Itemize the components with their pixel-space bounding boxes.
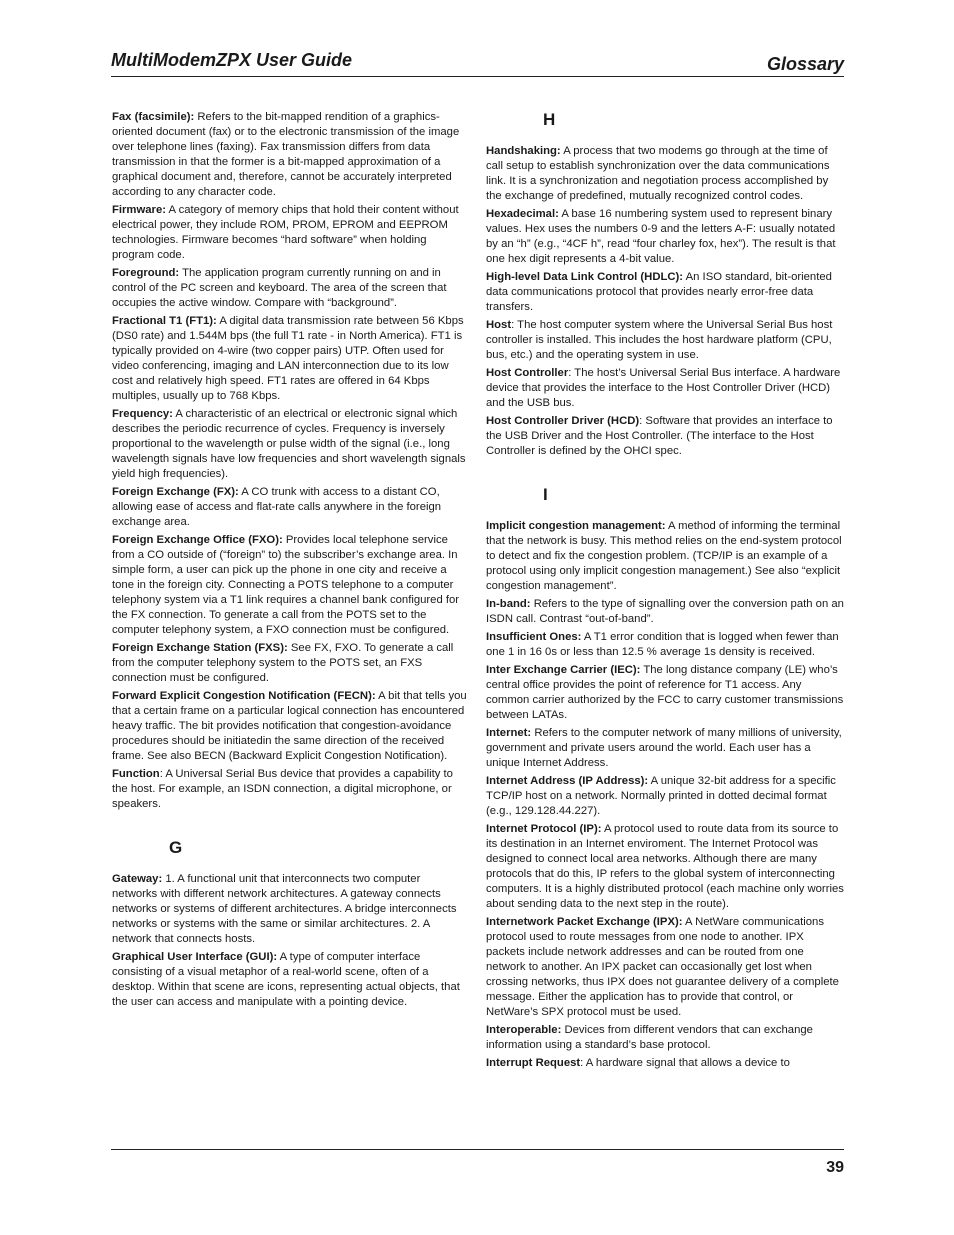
glossary-term: Graphical User Interface (GUI):	[112, 951, 278, 963]
glossary-term: Hexadecimal:	[486, 208, 559, 220]
glossary-definition: The application program currently running on and in control of the PC screen and keyboard. The area of the screen that occupies the active window. Compare with “background”.	[112, 267, 447, 309]
section-title: Glossary	[766, 54, 844, 74]
glossary-term: Gateway:	[112, 873, 163, 885]
glossary-definition: An ISO standard, bit-oriented data communications protocol that provides nearly error-free data transfers.	[486, 271, 832, 313]
glossary-entry	[486, 1023, 844, 1053]
glossary-entry	[486, 318, 844, 363]
letter-heading: H	[543, 110, 556, 129]
glossary-definition: A digital data transmission rate between 56 Kbps (DS0 rate) and 1.544M bps (the full T1 rate - in North America). FT1 is typically provided on 4-wire (two copper pairs) UTP. Often used for video conferencing, imaging and LAN interconnection due to its low cost and relatively high speed. FT1 rates are offered in 64 Kbps multiples, usually up to 768 Kbps.	[112, 315, 464, 402]
letter-heading: G	[169, 838, 183, 857]
glossary-entry	[486, 414, 844, 459]
glossary-definition: : A Universal Serial Bus device that provides a capability to the host. For example, an ISDN connection, a digital microphone, or speakers.	[112, 768, 453, 810]
glossary-term: Host	[486, 319, 512, 331]
glossary-term: Fractional T1 (FT1):	[112, 315, 217, 327]
glossary-entry	[112, 485, 468, 530]
glossary-term: High-level Data Link Control (HDLC):	[486, 271, 684, 283]
glossary-term: Handshaking:	[486, 145, 561, 157]
glossary-entry	[112, 950, 468, 1010]
letter-heading: I	[543, 485, 548, 504]
glossary-term: Insufficient Ones:	[486, 631, 582, 643]
glossary-entry	[486, 597, 844, 627]
glossary-entry	[486, 630, 844, 660]
glossary-definition: See FX, FXO. To generate a call from the computer telephony system to the POTS set, an FXS connection must be configured.	[112, 642, 454, 684]
glossary-definition: A process that two modems go through at the time of call setup to establish synchronization over the data communications link. It is a synchronization and negotiation process accomplished by the exchange of predefined, mutually recognized control codes.	[486, 145, 830, 202]
glossary-definition: A method of informing the terminal that the network is busy. This method relies on the end-system protocol to detect and fix the congestion problem. (TCP/IP is an example of a protocol using only implicit congestion management.) See also “explicit congestion management”.	[486, 520, 842, 592]
glossary-entry	[112, 203, 468, 263]
glossary-definition: A unique 32-bit address for a specific TCP/IP host on a network. Normally printed in dotted decimal format (e.g., 129.128.44.227).	[486, 775, 836, 817]
glossary-definition: Refers to the bit-mapped rendition of a graphics-oriented document (fax) or to the electronic transmission of the image over telephone lines (faxing). Fax transmission differs from data transmission in that the former is a bit-mapped approximation of a graphical document and, therefore, cannot be accurately interpreted according to any character code.	[112, 111, 460, 198]
glossary-term: Internet Address (IP Address):	[486, 775, 649, 787]
glossary-entry	[486, 519, 844, 594]
glossary-entry	[486, 366, 844, 411]
glossary-definition: A CO trunk with access to a distant CO, allowing ease of access and flat-rate calls anywhere in the foreign exchange area.	[112, 486, 442, 528]
glossary-term: Fax (facsimile):	[112, 111, 195, 123]
glossary-entry	[486, 207, 844, 267]
glossary-term: Foreign Exchange Office (FXO):	[112, 534, 283, 546]
glossary-entry	[486, 822, 844, 912]
glossary-definition: A characteristic of an electrical or electronic signal which describes the periodic recurrence of cycles. Frequency is inversely proportional to the wavelength or pulse width of the signal (i.e., long wavelength signals have low frequencies and short wavelength signals yield high frequencies).	[112, 408, 466, 480]
glossary-definition: A type of computer interface consisting of a visual metaphor of a real-world scene, often of a desktop. Within that scene are icons, representing actual objects, that the user can access and manipulate with a pointing device.	[112, 951, 460, 1008]
glossary-entry	[486, 663, 844, 723]
glossary-term: Internet Protocol (IP):	[486, 823, 602, 835]
glossary-term: Frequency:	[112, 408, 173, 420]
glossary-entry	[486, 774, 844, 819]
glossary-entry	[486, 915, 844, 1020]
glossary-entry	[112, 110, 468, 200]
page-number: 39	[826, 1159, 844, 1176]
glossary-definition: : The host computer system where the Universal Serial Bus host controller is installed. This includes the host hardware platform (CPU, bus, etc.) and the operating system in use.	[486, 319, 833, 361]
glossary-definition: : The host’s Universal Serial Bus interface. A hardware device that provides the interface to the Host Controller Driver (HCD) and the USB bus.	[486, 367, 841, 409]
glossary-definition: Provides local telephone service from a CO outside of (“foreign” to) the subscriber’s exchange area. In simple form, a user can pick up the phone in one city and receive a tone in the foreign city. Connecting a POTS telephone to a computer telephony system via a T1 link requires a channel bank configured for the FX connection. To generate a call from the POTS set to the computer telephony system, a FXO connection must be configured.	[112, 534, 460, 636]
glossary-term: Internetwork Packet Exchange (IPX):	[486, 916, 683, 928]
glossary-definition: The long distance company (LE) who’s central office provides the point of reference for T1 access. Any common carrier authorized by the FCC to carry customer transmissions between LATAs.	[486, 664, 844, 721]
glossary-entry	[112, 407, 468, 482]
glossary-definition: Refers to the computer network of many millions of university, government and private users around the world. Each user has a unique Internet Address.	[486, 727, 842, 769]
glossary-entry	[112, 689, 468, 764]
glossary-definition: Refers to the type of signalling over the conversion path on an ISDN call. Contrast “out-of-band”.	[486, 598, 844, 625]
glossary-entry	[112, 872, 468, 947]
glossary-entry	[486, 270, 844, 315]
glossary-term: Foreign Exchange (FX):	[112, 486, 239, 498]
glossary-column-right	[486, 110, 844, 1074]
glossary-definition: A NetWare communications protocol used to route messages from one node to another. IPX packets include network addresses and can be routed from one network to another. An IPX packet can occasionally get lost when crossing networks, thus IPX does not guarantee delivery of a complete message. Either the application has to provide that control, or NetWare’s SPX protocol must be used.	[486, 916, 839, 1018]
document-title: MultiModemZPX User Guide	[111, 50, 353, 70]
glossary-term: Forward Explicit Congestion Notification (FECN):	[112, 690, 376, 702]
glossary-entry	[486, 144, 844, 204]
glossary-definition: A category of memory chips that hold their content without electrical power, they include ROM, PROM, EPROM and EEPROM technologies. Firmware becomes “hard software” when holding program code.	[112, 204, 459, 261]
glossary-term: Implicit congestion management:	[486, 520, 666, 532]
glossary-term: Function	[112, 768, 160, 780]
glossary-term: Foreground:	[112, 267, 180, 279]
glossary-term: Foreign Exchange Station (FXS):	[112, 642, 288, 654]
glossary-entry	[112, 266, 468, 311]
glossary-column-left	[112, 110, 468, 1013]
glossary-definition: 1. A functional unit that interconnects two computer networks with different network architectures. A gateway connects networks or systems of different architectures. A bridge interconnects networks or systems with the same or similar architectures. 2. A network that connects hosts.	[112, 873, 457, 945]
glossary-term: Host Controller	[486, 367, 569, 379]
glossary-term: Host Controller Driver (HCD)	[486, 415, 640, 427]
glossary-entry	[486, 726, 844, 771]
glossary-term: Interoperable:	[486, 1024, 562, 1036]
glossary-definition: : A hardware signal that allows a device to	[580, 1057, 790, 1069]
glossary-definition: Devices from different vendors that can exchange information using a standard’s base protocol.	[486, 1024, 813, 1051]
page-header	[111, 48, 844, 77]
glossary-definition: A protocol used to route data from its source to its destination in an Internet enviroment. The Internet Protocol was designed to connect local area networks. Although there are many protocols that do this, IP refers to the global system of interconnecting computers. It is a highly distributed protocol (each machine only worries about sending data to the next step in the route).	[486, 823, 844, 910]
glossary-term: Interrupt Request	[486, 1057, 581, 1069]
glossary-definition: A T1 error condition that is logged when fewer than one 1 in 16 0s or less than 12.5 % average 1s density is received.	[486, 631, 839, 658]
glossary-entry	[112, 767, 468, 812]
glossary-entry	[486, 1056, 844, 1071]
page-footer	[111, 1149, 844, 1176]
glossary-term: Internet:	[486, 727, 532, 739]
glossary-definition: A bit that tells you that a certain frame on a particular logical connection has encountered heavy traffic. The bit provides notification that congestion-avoidance procedures should be initiatedin the same direction of the received frame. See also BECN (Backward Explicit Congestion Notification).	[112, 690, 467, 762]
glossary-definition: : Software that provides an interface to the USB Driver and the Host Controller. (The interface to the Host Controller is defined by the OHCI spec.	[486, 415, 833, 457]
glossary-entry	[112, 641, 468, 686]
glossary-entry	[112, 314, 468, 404]
glossary-term: Firmware:	[112, 204, 166, 216]
glossary-definition: A base 16 numbering system used to represent binary values. Hex uses the numbers 0-9 and the letters A-F: usually notated by an “h” (e.g., “4CF h”, read “four charley fox, hex”). The result is that one hex digit represents a 4-bit value.	[486, 208, 836, 265]
glossary-term: Inter Exchange Carrier (IEC):	[486, 664, 641, 676]
glossary-term: In-band:	[486, 598, 531, 610]
glossary-entry	[112, 533, 468, 638]
